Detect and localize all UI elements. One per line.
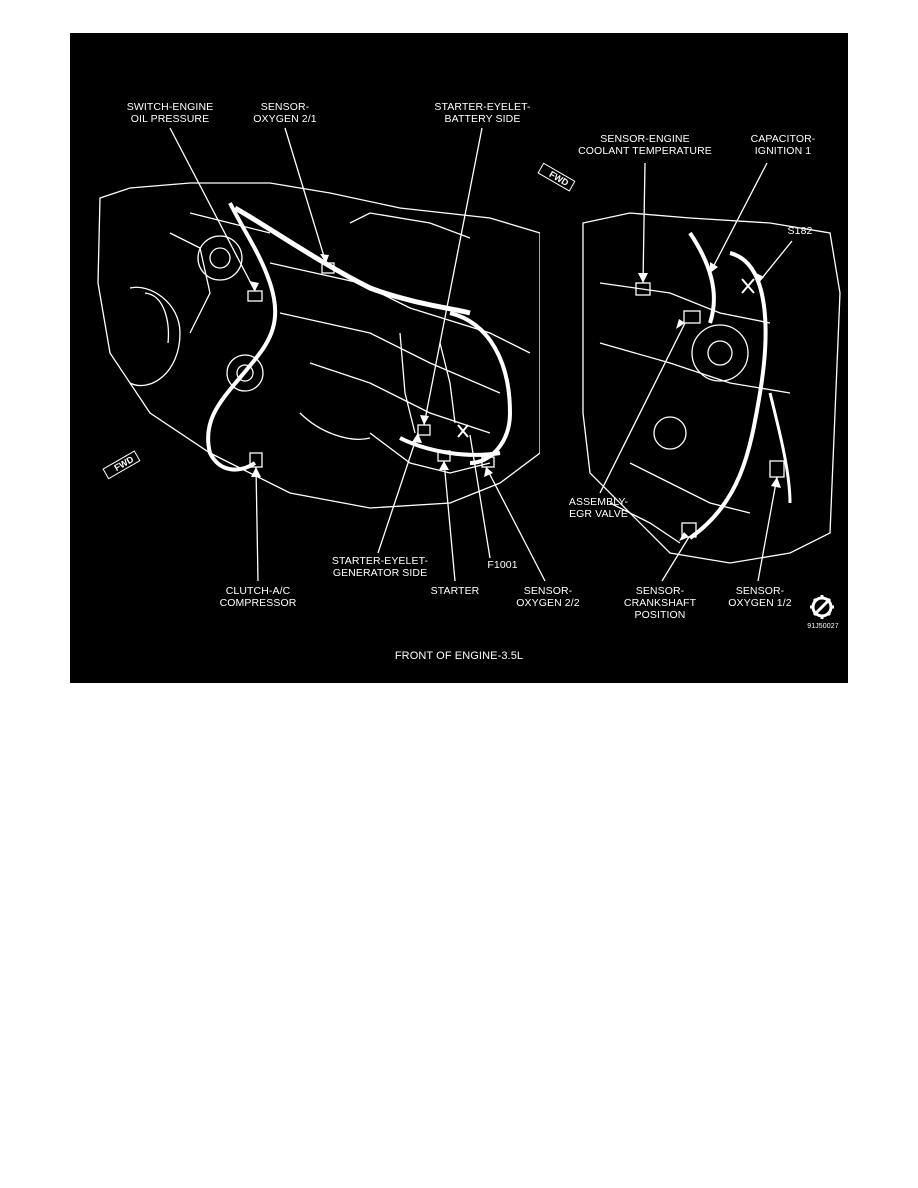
- gear-logo-icon: [810, 595, 834, 619]
- label-sensor-oxygen-2-2: SENSOR- OXYGEN 2/2: [516, 585, 580, 609]
- engine-diagram: [70, 33, 848, 683]
- label-sensor-engine-coolant-temperature: SENSOR-ENGINE COOLANT TEMPERATURE: [578, 133, 712, 157]
- label-clutch-ac-compressor: CLUTCH-A/C COMPRESSOR: [219, 585, 297, 609]
- label-s182: S182: [787, 225, 813, 237]
- label-switch-engine-oil-pressure: SWITCH-ENGINE OIL PRESSURE: [126, 101, 214, 125]
- harness-left: [208, 203, 275, 470]
- label-assembly-egr-valve: ASSEMBLY- EGR VALVE: [568, 496, 629, 520]
- fwd-arrow-left: FWD: [102, 451, 140, 480]
- diagram-caption: FRONT OF ENGINE-3.5L: [394, 650, 524, 662]
- label-starter-eyelet-generator-side: STARTER-EYELET- GENERATOR SIDE: [331, 555, 429, 579]
- leader-lines: [170, 128, 792, 581]
- fwd-arrow-right: FWD: [537, 163, 575, 192]
- label-capacitor-ignition-1: CAPACITOR- IGNITION 1: [750, 133, 816, 157]
- label-f1001: F1001: [487, 559, 518, 571]
- harness-top: [235, 208, 470, 313]
- label-starter: STARTER: [430, 585, 480, 597]
- label-sensor-oxygen-2-1: SENSOR- OXYGEN 2/1: [253, 101, 317, 125]
- label-starter-eyelet-battery-side: STARTER-EYELET- BATTERY SIDE: [434, 101, 531, 125]
- figure-id: 91J50027: [807, 623, 839, 630]
- label-sensor-crankshaft-position: SENSOR- CRANKSHAFT POSITION: [623, 585, 697, 621]
- label-sensor-oxygen-1-2: SENSOR- OXYGEN 1/2: [728, 585, 792, 609]
- harness-right: [690, 253, 766, 538]
